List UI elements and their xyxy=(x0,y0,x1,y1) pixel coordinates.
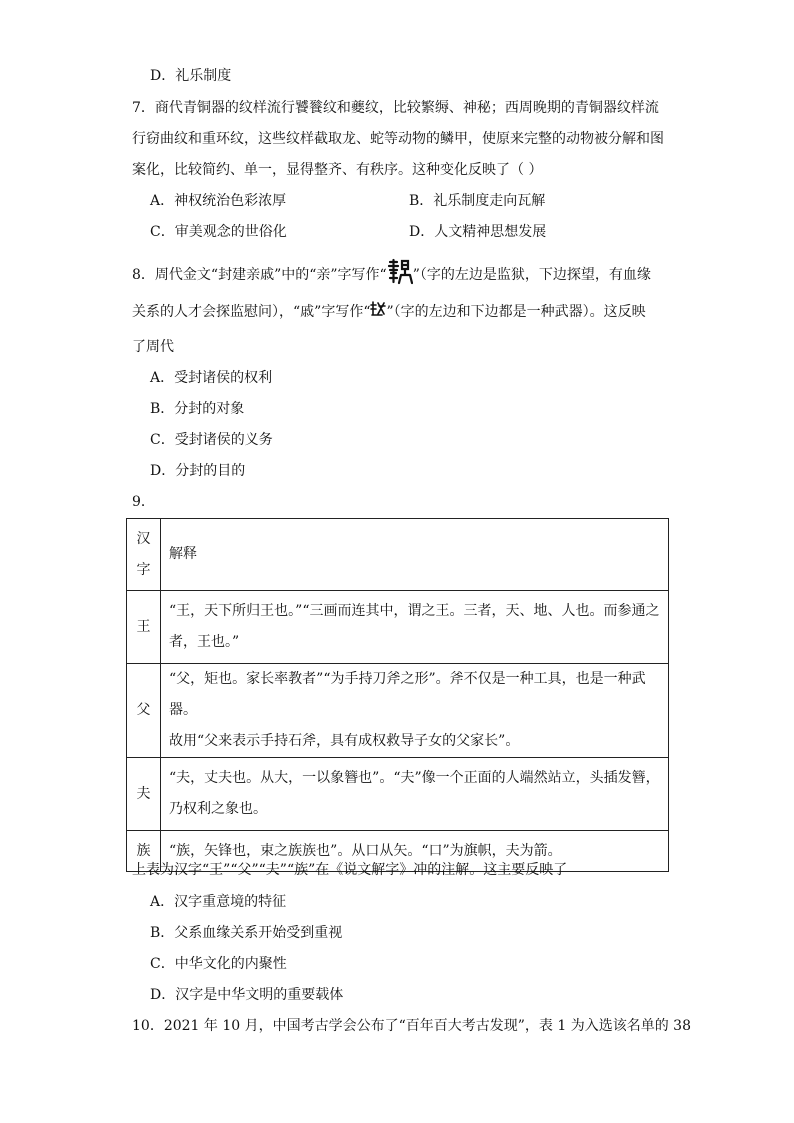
q8-option-d[interactable]: D．分封的目的 xyxy=(150,463,246,479)
table-row xyxy=(127,758,669,831)
q7-stem-line-3: 案化，比较简约、单一，显得整齐、有秩序。这种变化反映了（ ） xyxy=(132,162,543,178)
header-explanation-cell: 解释 xyxy=(161,519,669,591)
q8-stem-line-2 xyxy=(132,300,646,324)
q7-option-b[interactable]: B．礼乐制度走向瓦解 xyxy=(409,193,546,209)
q8-stem-line-3: 了周代 xyxy=(132,339,174,355)
q8-stem-line-1 xyxy=(132,258,651,292)
header-char-cell xyxy=(127,519,161,591)
explanation-line: “王，天下所归王也。”“三画而连其中，谓之王。三者，天、地、人也。而参通之 xyxy=(169,603,660,619)
table-explanation-cell xyxy=(161,664,669,758)
q10-stem-line-1: 10．2021 年 10 月，中国考古学会公布了“百年百大考古发现”，表 1 为入选该名单的 38 xyxy=(132,1018,691,1034)
table-header-row xyxy=(127,519,669,591)
q7-option-a[interactable]: A．神权统治色彩浓厚 xyxy=(150,193,287,209)
q9-number: 9． xyxy=(132,494,155,510)
explanation-line: “族，矢锋也，束之族族也”。从口从矢。“口”为旗帜，夫为箭。 xyxy=(169,842,562,859)
q8-option-b[interactable]: B．分封的对象 xyxy=(150,401,245,417)
table-char-cell: 王 xyxy=(127,591,161,664)
header-char-1: 汉 xyxy=(136,530,151,547)
shuowen-table xyxy=(126,518,669,872)
table-explanation-cell xyxy=(161,758,669,831)
q8-stem-2b: ”（字的左边和下边都是一种武器）。这反映 xyxy=(386,304,646,320)
q8-stem-1b: ”（字的左边是监狱，下边探望，有血缘 xyxy=(412,267,651,283)
q9-option-d[interactable]: D．汉字是中华文明的重要载体 xyxy=(150,987,344,1003)
q8-stem-2a: 关系的人才会探监慰问），“戚”字写作“ xyxy=(132,304,371,320)
q7-stem-line-2: 行窃曲纹和重环纹，这些纹样截取龙、蛇等动物的鳞甲，使原来完整的动物被分解和图 xyxy=(132,131,664,147)
explanation-line: “夫，丈夫也。从大，一以象簪也”。“夫”像一个正面的人端然站立，头插发簪， xyxy=(169,770,660,786)
table-explanation-cell xyxy=(161,591,669,664)
q8-stem-1a: 8．周代金文“封建亲戚”中的“亲”字写作“ xyxy=(132,267,387,283)
table-row xyxy=(127,591,669,664)
q8-option-c[interactable]: C．受封诸侯的义务 xyxy=(150,432,273,448)
table-char-cell: 夫 xyxy=(127,758,161,831)
q9-option-a[interactable]: A．汉字重意境的特征 xyxy=(150,894,287,910)
header-char-2: 字 xyxy=(136,561,151,578)
explanation-line: 乃权利之象也。 xyxy=(169,801,267,817)
explanation-line: “父，矩也。家长率教者”“为手持刀斧之形”。斧不仅是一种工具，也是一种武器。 xyxy=(169,671,646,718)
explanation-line: 故用“父来表示手持石斧，具有成权救导子女的父家长”。 xyxy=(169,733,520,749)
q7-option-c[interactable]: C．审美观念的世俗化 xyxy=(150,224,287,240)
table-char-cell: 族 xyxy=(127,831,161,872)
q9-stem: 上表为汉字“王”“父”“夫”“族”在《说文解字》冲的注解。这主要反映了 xyxy=(132,862,568,878)
q7-option-d[interactable]: D．人文精神思想发展 xyxy=(409,224,547,240)
q9-option-c[interactable]: C．中华文化的内聚性 xyxy=(150,956,287,972)
bronze-qi-glyph-icon xyxy=(370,300,386,324)
explanation-line: 者，王也。” xyxy=(169,634,240,650)
q9-option-b[interactable]: B．父系血缘关系开始受到重视 xyxy=(150,925,343,941)
table-row xyxy=(127,664,669,758)
bronze-qin-glyph-icon xyxy=(387,258,413,292)
q8-option-a[interactable]: A．受封诸侯的权利 xyxy=(150,370,273,386)
table-char-cell: 父 xyxy=(127,664,161,758)
q6-option-d: D．礼乐制度 xyxy=(150,68,232,84)
q7-stem-line-1: 7．商代青铜器的纹样流行饕餮纹和夔纹，比较繁缛、神秘；西周晚期的青铜器纹样流 xyxy=(132,100,659,116)
